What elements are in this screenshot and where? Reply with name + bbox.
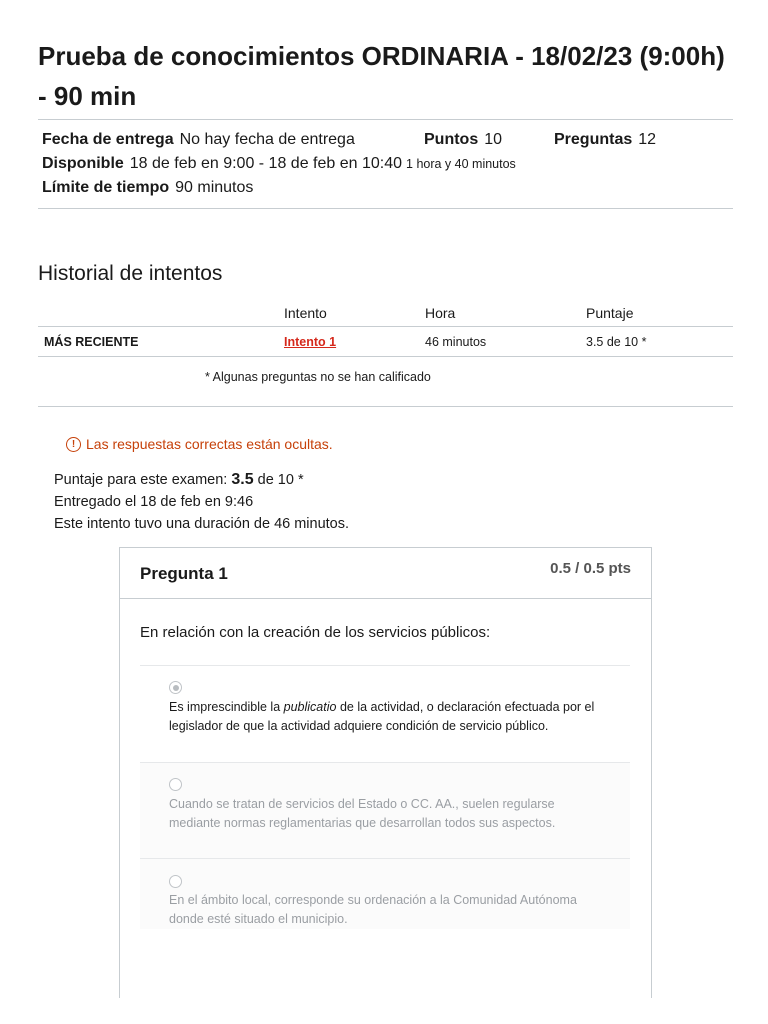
footnote: * Algunas preguntas no se han calificado: [205, 370, 431, 384]
quiz-meta-row-1: [42, 131, 355, 149]
page-title: Prueba de conocimientos ORDINARIA - 18/02/23 (9:00h) - 90 min: [38, 41, 725, 111]
time-limit-value: 90 minutos: [175, 179, 254, 196]
table-header-row: [38, 300, 733, 327]
answer-text: En el ámbito local, corresponde su ordenación a la Comunidad Autónoma donde esté situado el municipio.: [169, 893, 577, 926]
divider: [38, 119, 733, 120]
due-value: No hay fecha de entrega: [179, 131, 355, 148]
radio-icon[interactable]: [169, 778, 182, 791]
radio-selected-icon[interactable]: [169, 681, 182, 694]
points-label: Puntos: [424, 131, 479, 148]
questions-value: 12: [638, 131, 657, 148]
answer-emphasis: publicatio: [283, 700, 337, 714]
score-line: [54, 469, 349, 491]
attempt-score: 3.5 de 10 *: [586, 327, 733, 357]
points-value: 10: [484, 131, 503, 148]
questions-label: Preguntas: [554, 131, 633, 148]
alert-circle-icon: !: [66, 437, 81, 452]
divider: [38, 406, 733, 407]
question-card: [119, 547, 652, 998]
time-limit-field: [42, 179, 253, 197]
score-suffix: de 10 *: [257, 472, 304, 488]
table-row: [38, 327, 733, 357]
attempt-history-table: [38, 300, 733, 357]
available-label: Disponible: [42, 155, 124, 172]
answer-text: Es imprescindible la publicatio de la actividad, o declaración efectuada por el legislador de que la actividad adquiere condición de servicio público.: [169, 700, 595, 733]
notice-text: Las respuestas correctas están ocultas.: [86, 436, 333, 452]
answer-text: Cuando se tratan de servicios del Estado o CC. AA., suelen regularse mediante normas reglamentarias que desarrollan todos sus aspectos.: [169, 797, 556, 830]
column-header: Puntaje: [586, 305, 634, 321]
question-points: 0.5 / 0.5 pts: [550, 560, 631, 577]
column-header: Intento: [284, 305, 327, 321]
duration-line: Este intento tuvo una duración de 46 minutos.: [54, 516, 350, 532]
due-label: Fecha de entrega: [42, 131, 174, 148]
attempt-link[interactable]: Intento 1: [284, 334, 337, 349]
column-header: [38, 300, 284, 327]
time-limit-label: Límite de tiempo: [42, 179, 170, 196]
attempt-summary: [54, 469, 349, 535]
answer-option: [140, 665, 630, 762]
row-label: MÁS RECIENTE: [38, 327, 284, 357]
question-title: Pregunta 1: [140, 564, 228, 583]
questions-field: [554, 131, 656, 149]
points-field: [424, 131, 502, 149]
attempt-time: 46 minutos: [425, 327, 586, 357]
notice: [66, 436, 333, 452]
score-prefix: Puntaje para este examen:: [54, 472, 228, 488]
availability-field: [42, 155, 516, 173]
score-value: 3.5: [231, 471, 254, 488]
column-header: Hora: [425, 305, 456, 321]
question-text: En relación con la creación de los servicios públicos:: [140, 624, 491, 641]
available-duration: 1 hora y 40 minutos: [406, 157, 516, 171]
available-value: 18 de feb en 9:00 - 18 de feb en 10:40: [129, 155, 403, 172]
divider: [38, 208, 733, 209]
submitted-line: Entregado el 18 de feb en 9:46: [54, 494, 254, 510]
radio-icon[interactable]: [169, 875, 182, 888]
question-header: [120, 548, 651, 599]
answer-option: [140, 858, 630, 929]
answer-option: [140, 762, 630, 859]
history-heading: Historial de intentos: [38, 262, 223, 285]
